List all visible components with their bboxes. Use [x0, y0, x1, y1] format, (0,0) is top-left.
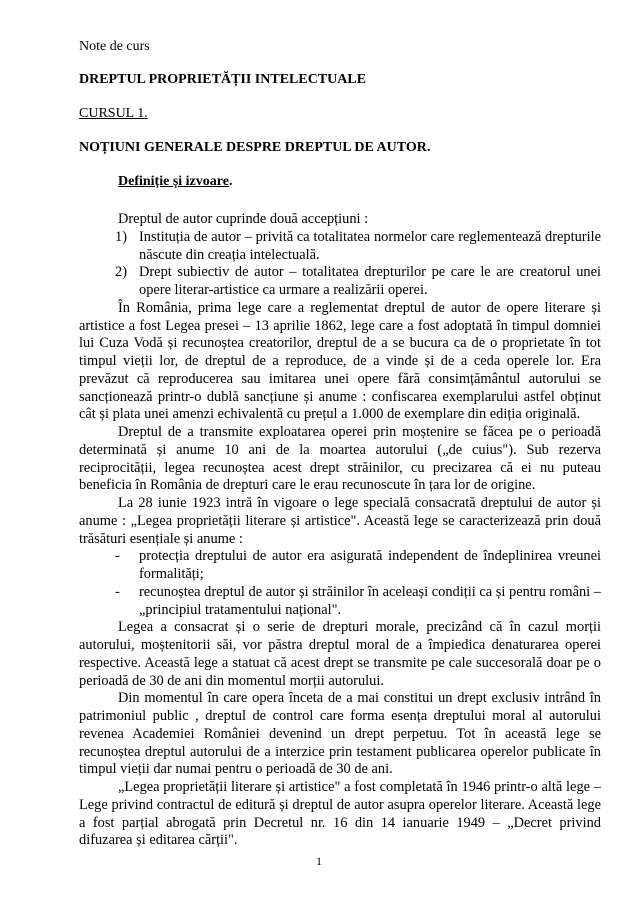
paragraph: Din momentul în care opera înceta de a mai constitui un drept exclusiv intrând în patrimoniul public , dreptul de control care forma esența dreptului moral al autorului revenea Academiei României devenind un drept perpetuu. Tot în această lege se recunoștea dreptul autorului de a interzice prin testament publicarea operelor publicate în timpul vieții dar numai pentru o perioadă de 30 de ani.	[79, 690, 601, 778]
list-item	[115, 228, 601, 265]
list-marker: -	[115, 583, 120, 600]
list-item-text: recunoștea dreptul de autor și străinilor în aceleași condiții ca și pentru români – „principiul tratamentului național".	[139, 583, 601, 618]
list-item-text: protecția dreptului de autor era asigurată independent de îndeplinirea vreunei formalități;	[139, 548, 601, 582]
paragraph: „Legea proprietății literare și artistice" a fost completată în 1946 printr-o altă lege – Lege privind contractul de editură și dreptul de autor asupra operelor literare. Această lege a fost parțial abrogată prin Decretul nr. 16 din 14 ianuarie 1949 – „Decret privind difuzarea și editarea cărții".	[79, 779, 601, 849]
paragraph: La 28 iunie 1923 intră în vigoare o lege specială consacrată dreptului de autor și anume : „Legea proprietății literare și artistice". Această lege se caracterizează prin două trăsături esențiale și anume :	[79, 495, 601, 547]
section-heading	[118, 174, 232, 190]
list-item	[115, 264, 601, 300]
list-item-text: Drept subiectiv de autor – totalitatea drepturilor pe care le are creatorul unei opere literar-artistice ca urmare a realizării operei.	[139, 264, 601, 298]
section-title-punct: .	[228, 174, 233, 189]
list-item	[115, 583, 601, 620]
course-title: DREPTUL PROPRIETĂȚII INTELECTUALE	[79, 72, 367, 87]
list-marker: 1)	[115, 228, 127, 245]
paragraph: În România, prima lege care a reglementat dreptul de autor de opere literare și artistice a fost Legea presei – 13 aprilie 1862, lege care a fost adoptată în timpul domniei lui Cuza Vodă și recunoștea creatorilor, dreptul de a se bucura ca de o proprietate în tot timpul vieții lor, de dreptul de a reproduce, de a vinde și de a ceda operele lor. Era prevăzut că reproducerea sau imitarea unei opere fără consimțământul autorului se sancționează printr-o dublă sancțiune și anume : confiscarea exemplarului astfel obținut cât și plata unei amenzi echivalentă cu prețul a 1.000 de exemplare din ediția originală.	[79, 299, 601, 423]
course-number: CURSUL 1.	[79, 106, 148, 121]
list-item	[115, 548, 601, 584]
acceptions-intro: Dreptul de autor cuprinde două accepțiuni :	[118, 211, 369, 227]
list-item-text: Instituția de autor – privită ca totalitatea normelor care reglementează drepturile născute din creația intelectuală.	[139, 228, 601, 263]
paragraph: Dreptul de a transmite exploatarea operei prin moștenire se făcea pe o perioadă determinată și anume 10 ani de la moartea autorului („de cuius"). Sub rezerva reciprocității, legea recunoștea acest drept străinilor, cu precizarea că ei nu puteau beneficia în România de drepturi care le erau recunoscute în țara lor de origine.	[79, 424, 601, 494]
paragraph: Legea a consacrat și o serie de drepturi morale, precizând că în cazul morții autorului, moștenitorii săi, vor păstra dreptul moral de a împiedica denaturarea operei respective. Această lege a statuat că acest drept se transmite pe cale succesorală doar pe o perioadă de 30 de ani din momentul morții autorului.	[79, 619, 601, 689]
course-note-label: Note de curs	[79, 39, 150, 54]
page-number: 1	[316, 854, 322, 868]
document-body	[79, 211, 601, 850]
list-marker: 2)	[115, 264, 127, 281]
chapter-title: NOȚIUNI GENERALE DESPRE DREPTUL DE AUTOR.	[79, 140, 431, 155]
list-marker: -	[115, 548, 120, 565]
section-title: Definiție și izvoare	[118, 174, 229, 189]
